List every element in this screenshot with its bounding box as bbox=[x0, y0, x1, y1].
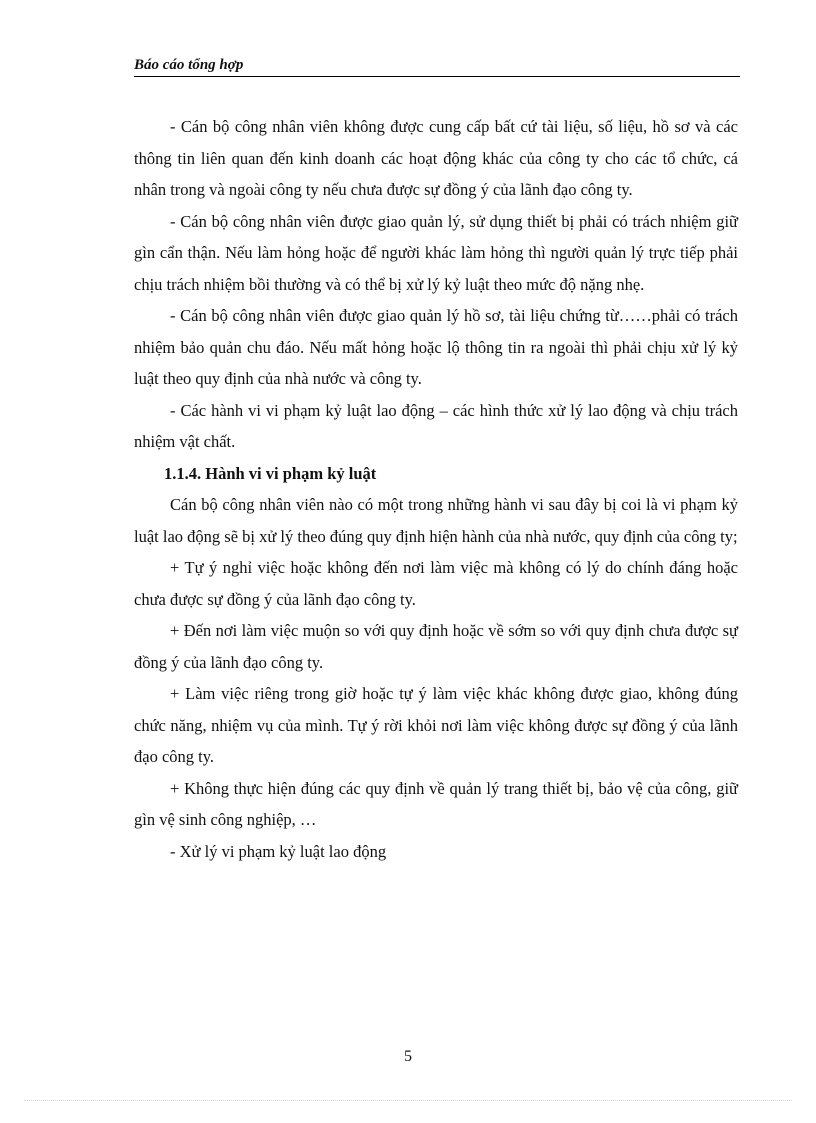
document-body bbox=[134, 111, 738, 867]
page-bottom-divider bbox=[24, 1100, 792, 1101]
paragraph-equipment: - Cán bộ công nhân viên được giao quản lý, sử dụng thiết bị phải có trách nhiệm giữ gìn cẩn thận. Nếu làm hỏng hoặc để người khác làm hỏng thì người quản lý trực tiếp phải chịu trách nhiệm bồi thường và có thể bị xử lý kỷ luật theo mức độ nặng nhẹ. bbox=[134, 211, 738, 294]
section-heading: 1.1.4. Hành vi vi phạm kỷ luật bbox=[164, 463, 377, 483]
list-item-private-work: + Làm việc riêng trong giờ hoặc tự ý làm việc khác không được giao, không đúng chức năng, nhiệm vụ của mình. Tự ý rời khỏi nơi làm việc không được sự đồng ý của lãnh đạo công ty. bbox=[134, 684, 738, 766]
page-header bbox=[134, 57, 740, 77]
list-item-lateness: + Đến nơi làm việc muộn so với quy định hoặc về sớm so với quy định chưa được sự đồng ý của lãnh đạo công ty. bbox=[134, 621, 738, 672]
paragraph-violations: - Các hành vi vi phạm kỷ luật lao động – các hình thức xử lý lao động và chịu trách nhiệm vật chất. bbox=[134, 400, 738, 451]
paragraph-intro: Cán bộ công nhân viên nào có một trong những hành vi sau đây bị coi là vi phạm kỷ luật lao động sẽ bị xử lý theo đúng quy định hiện hành của nhà nước, quy định của công ty; bbox=[134, 495, 738, 546]
paragraph-records: - Cán bộ công nhân viên được giao quản lý hồ sơ, tài liệu chứng từ……phải có trách nhiệm bảo quản chu đáo. Nếu mất hỏng hoặc lộ thông tin ra ngoài thì phải chịu xử lý kỷ luật theo quy định của nhà nước và công ty. bbox=[134, 306, 738, 388]
page-number: 5 bbox=[404, 1048, 412, 1065]
list-item-discipline: - Xử lý vi phạm kỷ luật lao động bbox=[170, 841, 387, 861]
header-title: Báo cáo tổng hợp bbox=[134, 57, 244, 73]
list-item-equipment-rules: + Không thực hiện đúng các quy định về quản lý trang thiết bị, bảo vệ của công, giữ gìn vệ sinh công nghiệp, … bbox=[134, 778, 738, 829]
paragraph-confidentiality: - Cán bộ công nhân viên không được cung cấp bất cứ tài liệu, số liệu, hồ sơ và các thông tin liên quan đến kinh doanh các hoạt động khác của công ty cho các tổ chức, cá nhân trong và ngoài công ty nếu chưa được sự đồng ý của lãnh đạo công ty. bbox=[134, 117, 738, 199]
list-item-absence: + Tự ý nghỉ việc hoặc không đến nơi làm việc mà không có lý do chính đáng hoặc chưa được sự đồng ý của lãnh đạo công ty. bbox=[134, 558, 738, 609]
